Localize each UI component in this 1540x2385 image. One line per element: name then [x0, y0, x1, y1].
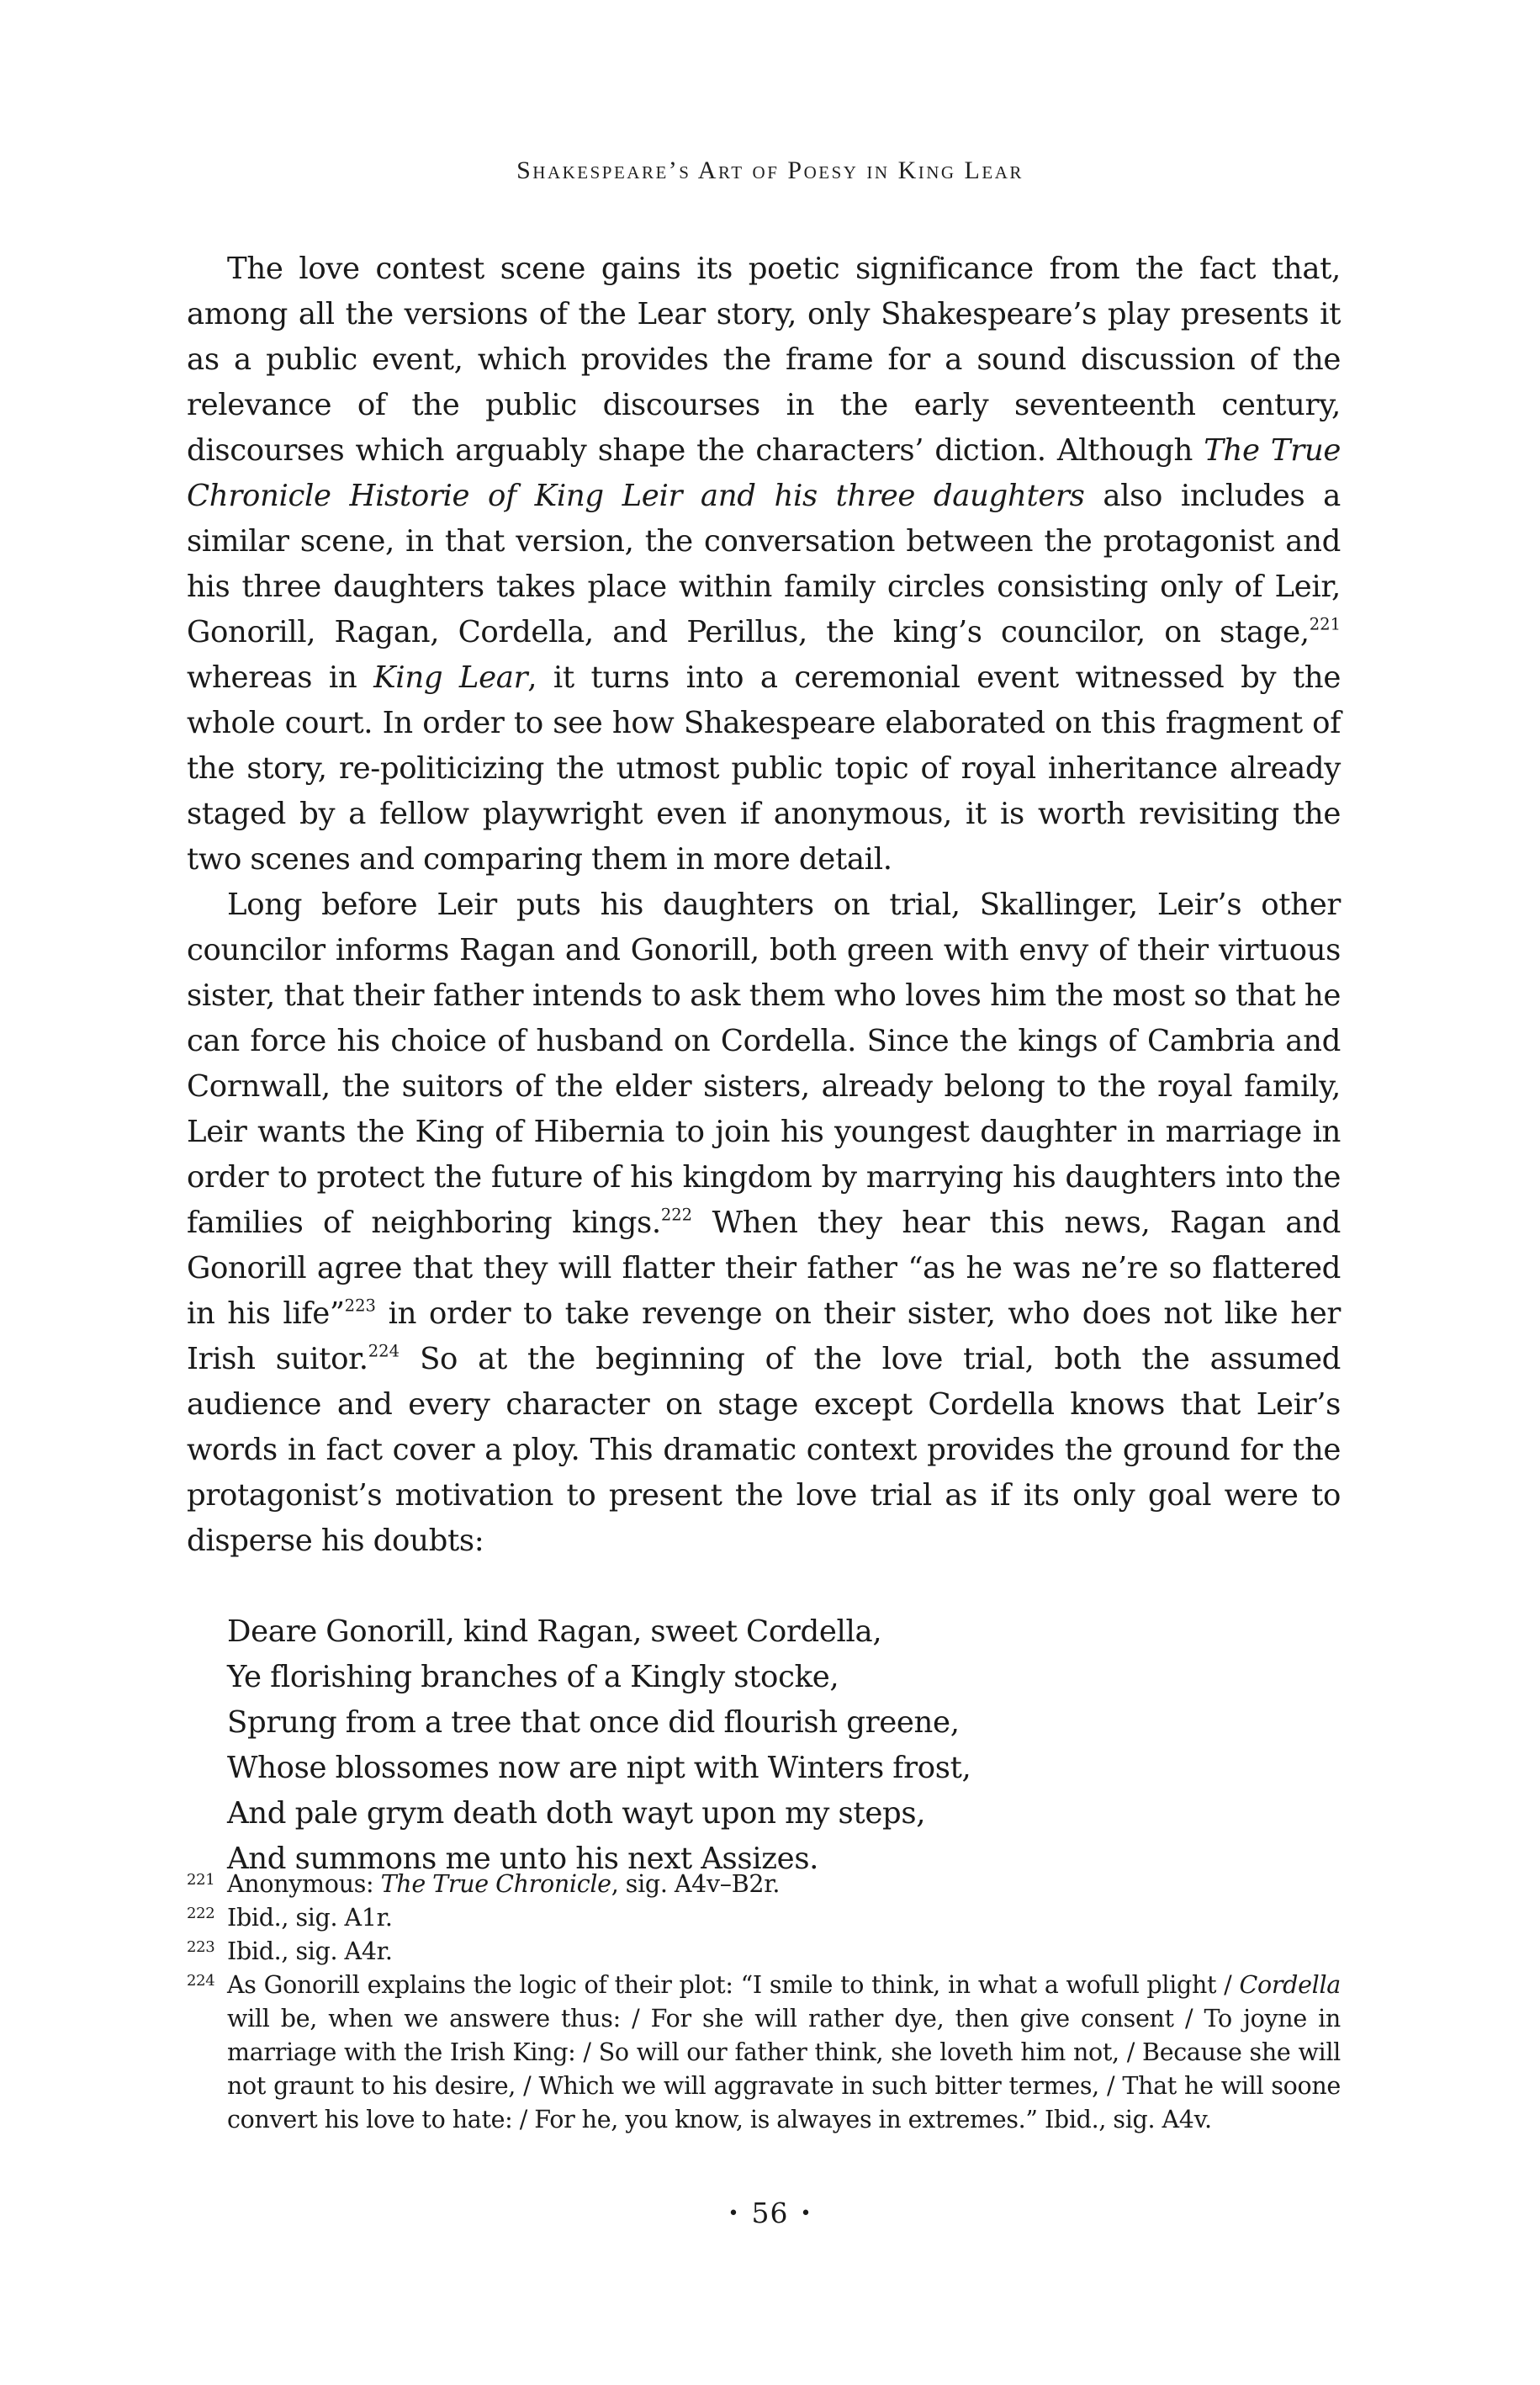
footnotes — [187, 1868, 1341, 2137]
footnote-text — [227, 1969, 1341, 2137]
footnote-ref-224[interactable]: 224 — [368, 1341, 400, 1361]
footnote-224 — [187, 1969, 1341, 2137]
footnote-text-a: As Gonorill explains the logic of their plot: “I smile to think, in what a wofull plight / — [227, 1971, 1240, 1999]
paragraph-1-play-italic: King Lear — [373, 660, 528, 695]
footnote-text: Ibid., sig. A4r. — [227, 1937, 393, 1965]
footnote-ref-222[interactable]: 222 — [660, 1205, 693, 1225]
paragraph-2-text-a: Long before Leir puts his daughters on trial, Skallinger, Leir’s other councilor informs Ragan and Gonorill, both green with envy of their virtuous sister, that their father intends to ask them who loves him the most so that he can force his choice of husband on Cordella. Since the kings of Cambria and Cornwall, the suitors of the elder sisters, already belong to the royal family, Leir wants the King of Hibernia to join his youngest daughter in marriage in order to protect the future of his kingdom by marrying his daughters into the families of neighboring kings. — [187, 888, 1341, 1240]
verse-line: Deare Gonorill, kind Ragan, sweet Cordella, — [227, 1614, 882, 1649]
verse-line: Whose blossomes now are nipt with Winters frost, — [227, 1751, 971, 1785]
footnote-223 — [187, 1935, 1341, 1969]
footnote-ref-223[interactable]: 223 — [344, 1296, 376, 1316]
page-number: 56 — [751, 2197, 789, 2229]
verse-line: And pale grym death doth wayt upon my steps, — [227, 1796, 926, 1831]
footnote-number: 221 — [187, 1871, 215, 1889]
paragraph-1-title-italic: The True Chronicle Historie of King Leir and his three daughters — [187, 433, 1342, 513]
main-text — [187, 246, 1341, 1882]
page-number-footer — [0, 2197, 1540, 2229]
bullet-icon: • — [728, 2203, 740, 2224]
paragraph-1-text-a: The love contest scene gains its poetic significance from the fact that, among all the versions of the Lear story, only Shakespeare’s play presents it as a public event, which provides the frame for a sound discussion of the relevance of the public discourses in the early seventeenth century, discourses which arguably shape the characters’ diction. Although — [187, 252, 1341, 468]
footnote-221 — [187, 1868, 1341, 1901]
paragraph-1-text-b: also includes a similar scene, in that version, the conversation between the protagonist and his three daughters takes place within family circles consisting only of Leir, Gonorill, Ragan, Cordella, and Perillus, the king’s councilor, on stage, — [187, 479, 1341, 649]
verse-line: Ye florishing branches of a Kingly stocke, — [227, 1660, 839, 1694]
paragraph-2-text-b: When they hear this news, Ragan and Gonorill agree that they will flatter their father “as he was ne’re so flattered in his life” — [187, 1206, 1341, 1331]
running-head: Shakespeare’s Art of Poesy in King Lear — [516, 156, 1024, 184]
footnote-italic: The True Chronicle — [380, 1870, 611, 1898]
paragraph-2 — [187, 882, 1341, 1564]
paragraph-2-text-d: So at the beginning of the love trial, both the assumed audience and every character on stage except Cordella knows that Leir’s words in fact cover a ploy. This dramatic context provides the ground for the protagonist’s motivation to present the love trial as if its only goal were to disperse his doubts: — [187, 1342, 1341, 1558]
footnote-text — [227, 1868, 1341, 1901]
footnote-ref-221[interactable]: 221 — [1309, 614, 1341, 634]
footnote-number: 223 — [187, 1938, 215, 1956]
paragraph-1 — [187, 246, 1341, 882]
footnote-text: Ibid., sig. A1r. — [227, 1904, 393, 1932]
footnote-text-a: Anonymous: — [227, 1870, 381, 1898]
footnote-text-b: , sig. A4v–B2r. — [611, 1870, 781, 1898]
footnote-italic: Cordella — [1239, 1971, 1341, 1999]
verse-quotation — [227, 1609, 1341, 1882]
paragraph-2-text-c: in order to take revenge on their sister, who does not like her Irish suitor. — [187, 1296, 1341, 1376]
footnote-text-b: will be, when we answere thus: / For she will rather dye, then give consent / To joyne in marriage with the Irish King: / So will our father think, she loveth him not, / Because she will not graunt to his desire, / Which we will aggravate in such bitter termes, / That he will soone convert his love to hate: / For he, you know, is alwayes in extremes.” Ibid., sig. A4v. — [227, 2005, 1341, 2133]
paragraph-1-text-d: , it turns into a ceremonial event witnessed by the whole court. In order to see how Shakespeare elaborated on this fragment of the story, re-politicizing the utmost public topic of royal inheritance already staged by a fellow playwright even if anonymous, it is worth revisiting the two scenes and comparing them in more detail. — [187, 660, 1341, 877]
verse-line: And summons me unto his next Assizes. — [227, 1842, 819, 1876]
footnote-number: 222 — [187, 1905, 215, 1922]
verse-line: Sprung from a tree that once did flourish greene, — [227, 1705, 960, 1740]
footnote-number: 224 — [187, 1972, 215, 1990]
footnote-222 — [187, 1901, 1341, 1935]
bullet-icon: • — [800, 2203, 812, 2224]
paragraph-1-text-c: whereas in — [187, 660, 374, 695]
